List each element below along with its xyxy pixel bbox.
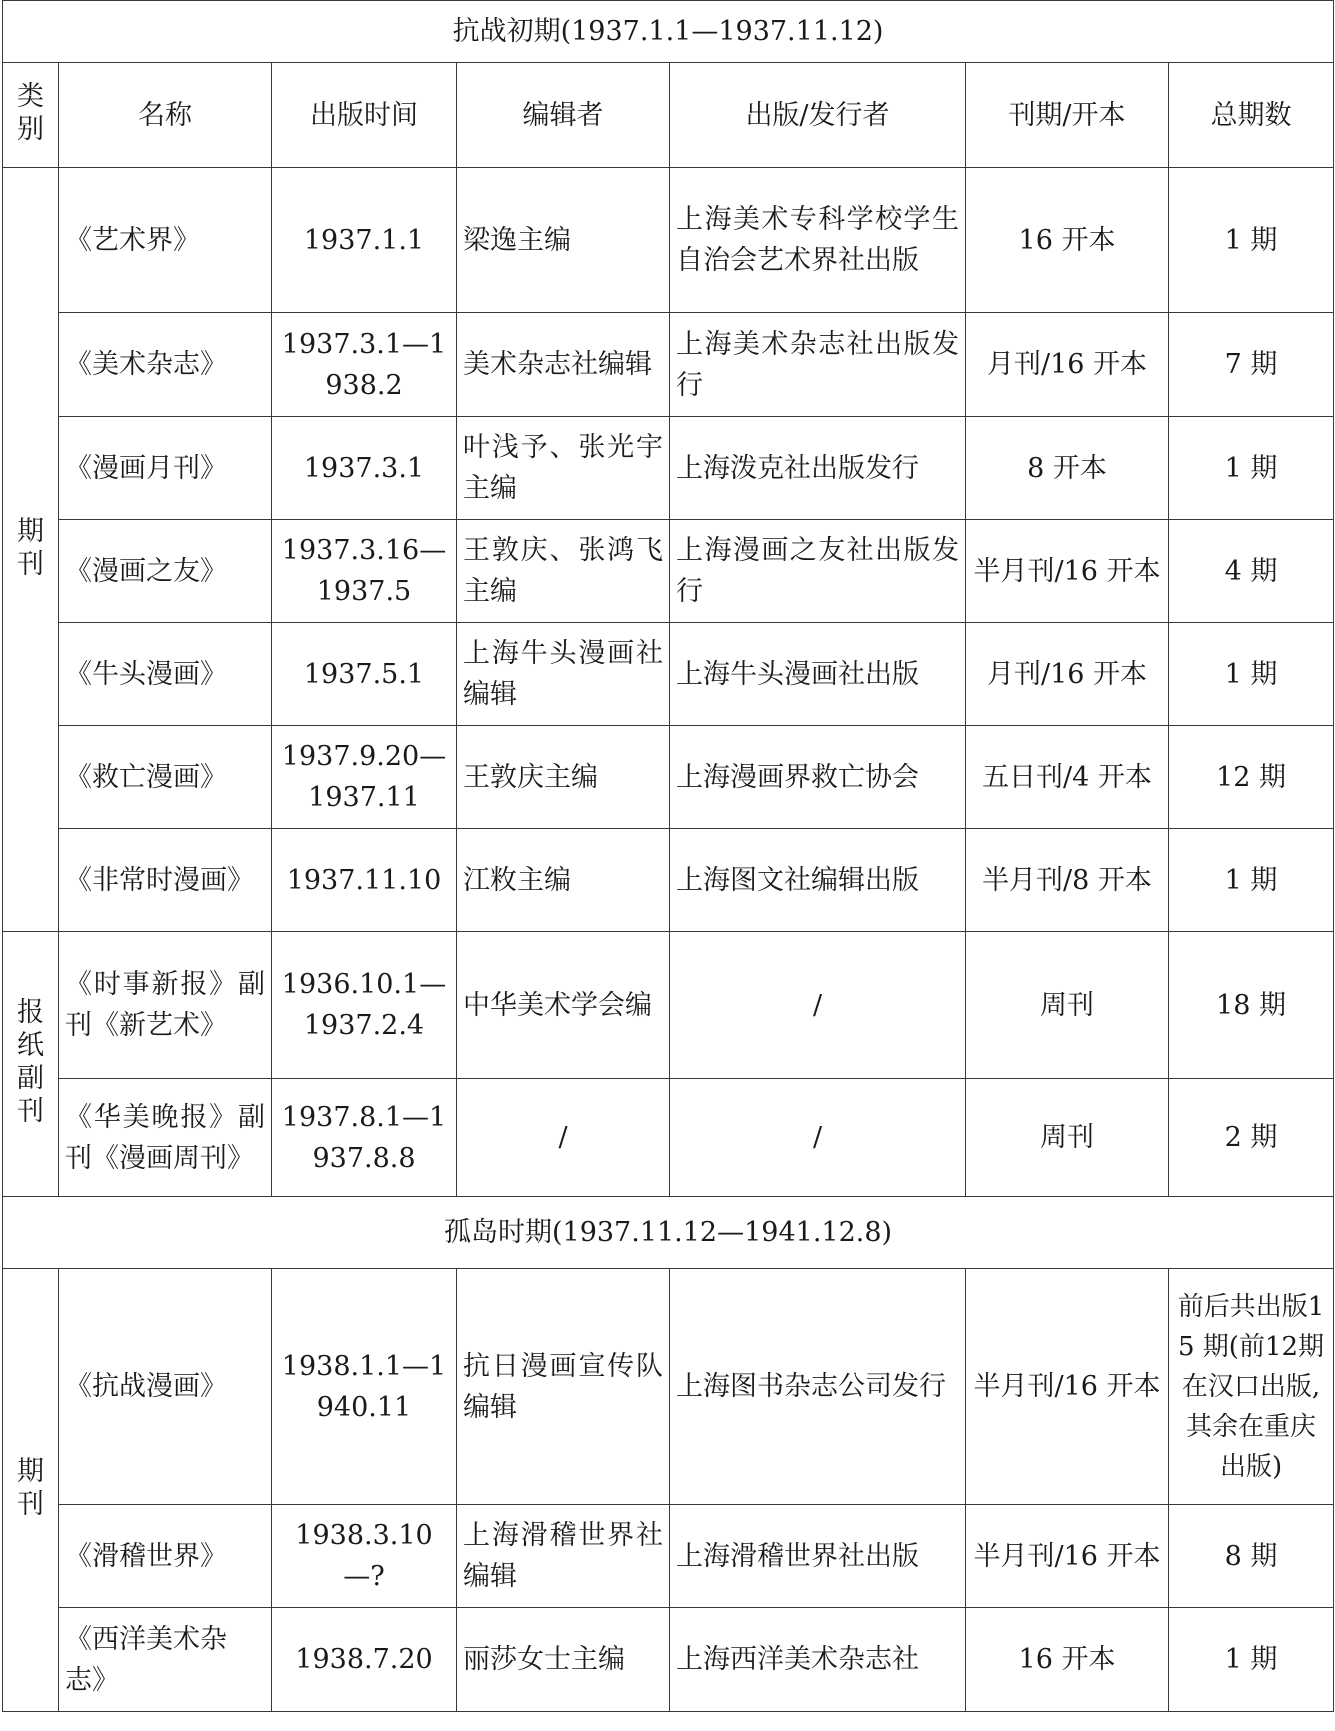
publisher-cell: / [670, 932, 966, 1079]
header-issues: 总期数 [1169, 63, 1334, 168]
format-cell: 周刊 [966, 1079, 1169, 1197]
table-row [3, 829, 1334, 932]
format-cell: 半月刊/16 开本 [966, 1505, 1169, 1608]
editor-cell: 美术杂志社编辑 [457, 313, 670, 417]
format-cell: 半月刊/16 开本 [966, 520, 1169, 623]
table-row [3, 932, 1334, 1079]
section-title: 抗战初期(1937.1.1—1937.11.12) [3, 1, 1334, 63]
editor-cell: 中华美术学会编 [457, 932, 670, 1079]
date-cell: 1936.10.1—1937.2.4 [272, 932, 457, 1079]
issues-cell: 前后共出版15 期(前12期在汉口出版,其余在重庆出版) [1169, 1269, 1334, 1505]
issues-cell: 1 期 [1169, 417, 1334, 520]
format-cell: 月刊/16 开本 [966, 623, 1169, 726]
header-publisher: 出版/发行者 [670, 63, 966, 168]
issues-cell: 1 期 [1169, 1608, 1334, 1712]
category-cell: 报纸副刊 [3, 932, 59, 1197]
date-cell: 1937.5.1 [272, 623, 457, 726]
category-cell: 期刊 [3, 1269, 59, 1712]
publisher-cell: 上海美术专科学校学生自治会艺术界社出版 [670, 168, 966, 313]
publisher-cell: 上海美术杂志社出版发行 [670, 313, 966, 417]
name-cell: 《漫画之友》 [59, 520, 272, 623]
name-cell: 《华美晚报》副刊《漫画周刊》 [59, 1079, 272, 1197]
publisher-cell: 上海图书杂志公司发行 [670, 1269, 966, 1505]
table-row [3, 1608, 1334, 1712]
publisher-cell: 上海滑稽世界社出版 [670, 1505, 966, 1608]
format-cell: 16 开本 [966, 168, 1169, 313]
editor-cell: 江敉主编 [457, 829, 670, 932]
name-cell: 《漫画月刊》 [59, 417, 272, 520]
issues-cell: 1 期 [1169, 623, 1334, 726]
publisher-cell: 上海漫画界救亡协会 [670, 726, 966, 829]
editor-cell: 上海牛头漫画社编辑 [457, 623, 670, 726]
table-row [3, 726, 1334, 829]
editor-cell: / [457, 1079, 670, 1197]
issues-cell: 1 期 [1169, 829, 1334, 932]
date-cell: 1937.3.16—1937.5 [272, 520, 457, 623]
editor-cell: 抗日漫画宣传队编辑 [457, 1269, 670, 1505]
date-cell: 1938.3.10—? [272, 1505, 457, 1608]
publisher-cell: 上海泼克社出版发行 [670, 417, 966, 520]
date-cell: 1937.11.10 [272, 829, 457, 932]
table-row [3, 417, 1334, 520]
format-cell: 16 开本 [966, 1608, 1169, 1712]
editor-cell: 王敦庆、张鸿飞主编 [457, 520, 670, 623]
table-row [3, 1079, 1334, 1197]
header-category: 类别 [3, 63, 59, 168]
name-cell: 《西洋美术杂志》 [59, 1608, 272, 1712]
publisher-cell: 上海图文社编辑出版 [670, 829, 966, 932]
publisher-cell: 上海漫画之友社出版发行 [670, 520, 966, 623]
name-cell: 《美术杂志》 [59, 313, 272, 417]
date-cell: 1937.9.20—1937.11 [272, 726, 457, 829]
issues-cell: 18 期 [1169, 932, 1334, 1079]
issues-cell: 2 期 [1169, 1079, 1334, 1197]
publication-table [2, 0, 1334, 1712]
table-row [3, 1269, 1334, 1505]
format-cell: 月刊/16 开本 [966, 313, 1169, 417]
format-cell: 半月刊/8 开本 [966, 829, 1169, 932]
name-cell: 《牛头漫画》 [59, 623, 272, 726]
publisher-cell: 上海牛头漫画社出版 [670, 623, 966, 726]
table-row [3, 313, 1334, 417]
issues-cell: 1 期 [1169, 168, 1334, 313]
issues-cell: 8 期 [1169, 1505, 1334, 1608]
editor-cell: 叶浅予、张光宇主编 [457, 417, 670, 520]
format-cell: 半月刊/16 开本 [966, 1269, 1169, 1505]
date-cell: 1937.3.1—1938.2 [272, 313, 457, 417]
name-cell: 《抗战漫画》 [59, 1269, 272, 1505]
table-row [3, 623, 1334, 726]
table-row [3, 168, 1334, 313]
name-cell: 《时事新报》副刊《新艺术》 [59, 932, 272, 1079]
format-cell: 周刊 [966, 932, 1169, 1079]
header-editor: 编辑者 [457, 63, 670, 168]
issues-cell: 7 期 [1169, 313, 1334, 417]
name-cell: 《艺术界》 [59, 168, 272, 313]
section-title: 孤岛时期(1937.11.12—1941.12.8) [3, 1197, 1334, 1269]
name-cell: 《滑稽世界》 [59, 1505, 272, 1608]
column-header-row [3, 63, 1334, 168]
section-header-isolated-island [3, 1197, 1334, 1269]
header-date: 出版时间 [272, 63, 457, 168]
date-cell: 1937.1.1 [272, 168, 457, 313]
editor-cell: 上海滑稽世界社编辑 [457, 1505, 670, 1608]
editor-cell: 梁逸主编 [457, 168, 670, 313]
header-format: 刊期/开本 [966, 63, 1169, 168]
table-row [3, 1505, 1334, 1608]
name-cell: 《非常时漫画》 [59, 829, 272, 932]
publisher-cell: / [670, 1079, 966, 1197]
issues-cell: 12 期 [1169, 726, 1334, 829]
name-cell: 《救亡漫画》 [59, 726, 272, 829]
publisher-cell: 上海西洋美术杂志社 [670, 1608, 966, 1712]
format-cell: 8 开本 [966, 417, 1169, 520]
date-cell: 1937.3.1 [272, 417, 457, 520]
date-cell: 1938.7.20 [272, 1608, 457, 1712]
issues-cell: 4 期 [1169, 520, 1334, 623]
section-header-early-war [3, 1, 1334, 63]
editor-cell: 王敦庆主编 [457, 726, 670, 829]
format-cell: 五日刊/4 开本 [966, 726, 1169, 829]
table-row [3, 520, 1334, 623]
category-cell: 期刊 [3, 168, 59, 932]
header-name: 名称 [59, 63, 272, 168]
date-cell: 1937.8.1—1937.8.8 [272, 1079, 457, 1197]
editor-cell: 丽莎女士主编 [457, 1608, 670, 1712]
date-cell: 1938.1.1—1940.11 [272, 1269, 457, 1505]
